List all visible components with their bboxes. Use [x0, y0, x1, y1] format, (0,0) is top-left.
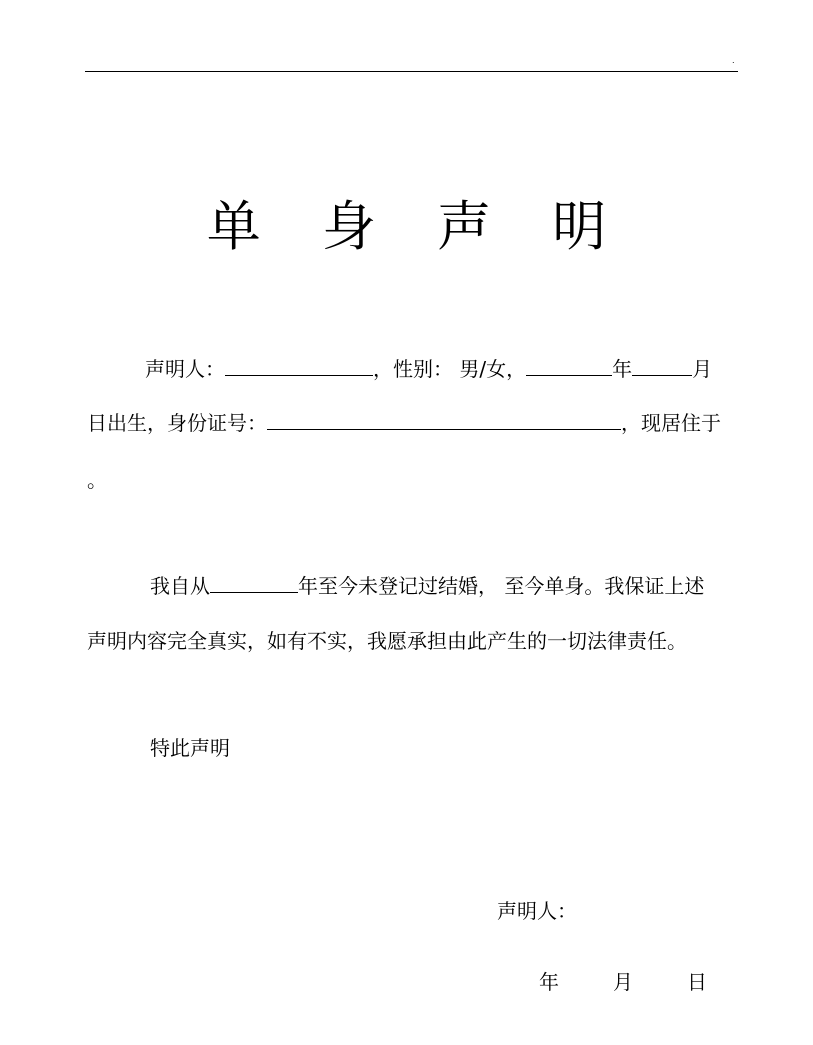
closing-text: [150, 734, 230, 762]
statement-line-1: [150, 572, 704, 600]
since-year-blank[interactable]: [210, 574, 298, 593]
birth-year-blank[interactable]: [526, 357, 612, 376]
statement-suffix: 年至今未登记过结婚， 至今单身。我保证上述: [298, 574, 705, 598]
header-corner-mark: .: [732, 56, 735, 65]
signature-date: [539, 968, 707, 996]
birth-month-label: 月: [692, 357, 713, 381]
birth-day-id-label: 日出生，身份证号：: [87, 411, 267, 435]
gender-label: ，性别：: [373, 357, 453, 381]
declarant-line-3: [87, 466, 107, 494]
end-mark: 。: [87, 468, 107, 492]
name-blank[interactable]: [225, 357, 373, 376]
statement-text: 声明内容完全真实，如有不实，我愿承担由此产生的一切法律责任。: [87, 629, 687, 653]
declarant-line-2: [87, 409, 721, 437]
date-month-label: 月: [613, 970, 633, 994]
declarant-line-1: [145, 355, 712, 383]
residence-label: ，现居住于: [621, 411, 721, 435]
header-rule: [85, 71, 738, 72]
gender-options: 男/女，: [459, 357, 527, 381]
closing-label: 特此声明: [150, 736, 230, 760]
birth-month-blank[interactable]: [632, 357, 692, 376]
declarant-label: 声明人：: [145, 357, 225, 381]
statement-prefix: 我自从: [150, 574, 210, 598]
signature-line: [497, 897, 577, 925]
document-title: 单 身 声 明: [206, 195, 629, 258]
date-day-label: 日: [687, 970, 707, 994]
statement-line-2: [87, 627, 687, 655]
signature-label: 声明人：: [497, 899, 577, 923]
birth-year-label: 年: [612, 357, 633, 381]
date-year-label: 年: [539, 970, 559, 994]
id-number-blank[interactable]: [267, 411, 621, 430]
